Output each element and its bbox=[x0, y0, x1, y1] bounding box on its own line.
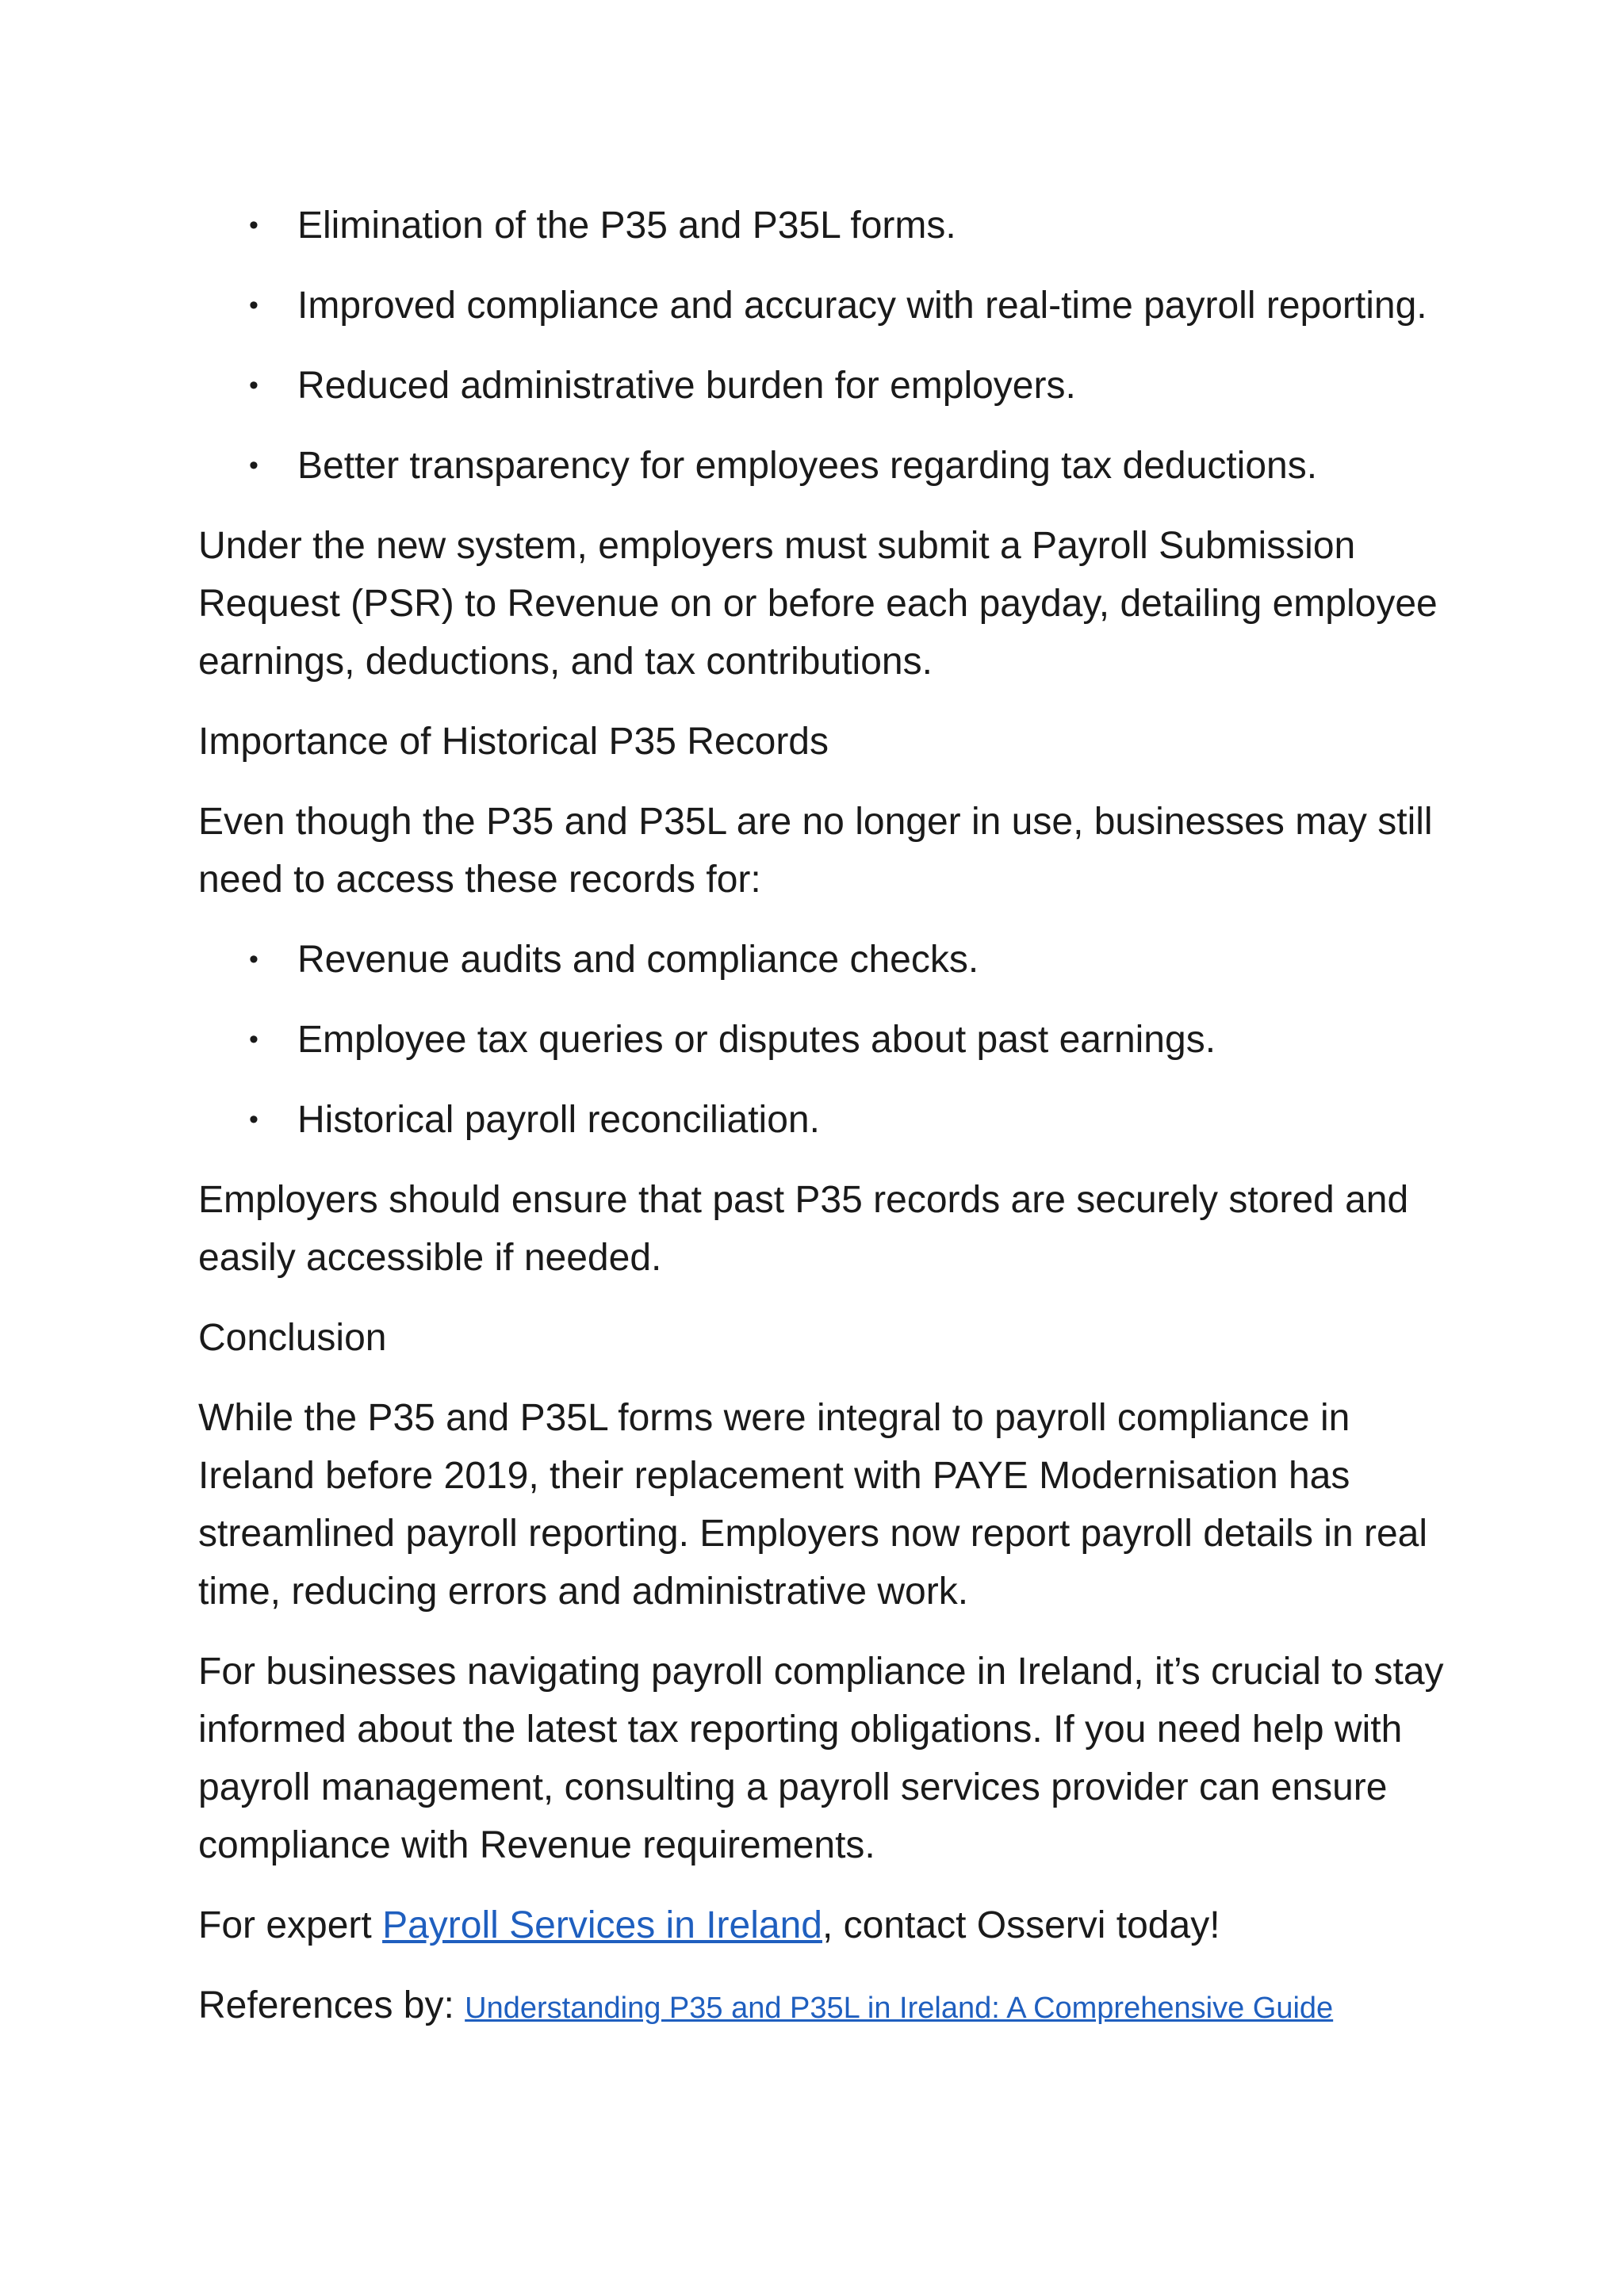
records-list bbox=[198, 931, 1451, 1149]
heading-importance: Importance of Historical P35 Records bbox=[198, 721, 829, 763]
paragraph-employers: Employers should ensure that past P35 records are securely stored and easily accessible if needed. bbox=[198, 1179, 1409, 1279]
bullet-icon: • bbox=[249, 370, 259, 400]
bullet-icon: • bbox=[249, 450, 259, 480]
references-label: References by: bbox=[198, 1984, 465, 2026]
bullet-icon: • bbox=[249, 210, 259, 240]
list-item: • Historical payroll reconciliation. bbox=[198, 1091, 1451, 1149]
heading-conclusion: Conclusion bbox=[198, 1317, 387, 1359]
list-item: • Better transparency for employees regarding tax deductions. bbox=[198, 437, 1451, 495]
bullet-icon: • bbox=[249, 290, 259, 320]
paragraph-for-businesses: For businesses navigating payroll compliance in Ireland, it’s crucial to stay informed about the latest tax reporting obligations. If you need help with payroll management, consulting a payroll services provider can ensure compliance with Revenue requirements. bbox=[198, 1651, 1444, 1866]
list-item: • Reduced administrative burden for employers. bbox=[198, 357, 1451, 415]
bullet-icon: • bbox=[249, 1024, 259, 1054]
payroll-services-link[interactable]: Payroll Services in Ireland bbox=[382, 1904, 822, 1946]
bullet-icon: • bbox=[249, 944, 259, 974]
list-item: • Elimination of the P35 and P35L forms. bbox=[198, 197, 1451, 254]
references-line bbox=[198, 1976, 1451, 2038]
bullet-icon: • bbox=[249, 1104, 259, 1135]
list-item: • Improved compliance and accuracy with real-time payroll reporting. bbox=[198, 277, 1451, 335]
paragraph-while: While the P35 and P35L forms were integral to payroll compliance in Ireland before 2019, their replacement with PAYE Modernisation has streamlined payroll reporting. Employers now report payroll details in real time, reducing errors and administrative work. bbox=[198, 1397, 1428, 1613]
paragraph-new-system: Under the new system, employers must submit a Payroll Submission Request (PSR) to Revenue on or before each payday, detailing employee earnings, deductions, and tax contributions. bbox=[198, 525, 1438, 683]
references-link[interactable]: Understanding P35 and P35L in Ireland: A Comprehensive Guide bbox=[465, 1992, 1334, 2025]
paragraph-even-though: Even though the P35 and P35L are no longer in use, businesses may still need to access these records for: bbox=[198, 801, 1433, 901]
list-item: • Employee tax queries or disputes about past earnings. bbox=[198, 1011, 1451, 1069]
expert-line: For expert Payroll Services in Ireland, contact Osservi today! bbox=[198, 1904, 1220, 1946]
list-item: • Revenue audits and compliance checks. bbox=[198, 931, 1451, 989]
benefits-list bbox=[198, 197, 1451, 495]
document-page bbox=[198, 197, 1451, 2060]
